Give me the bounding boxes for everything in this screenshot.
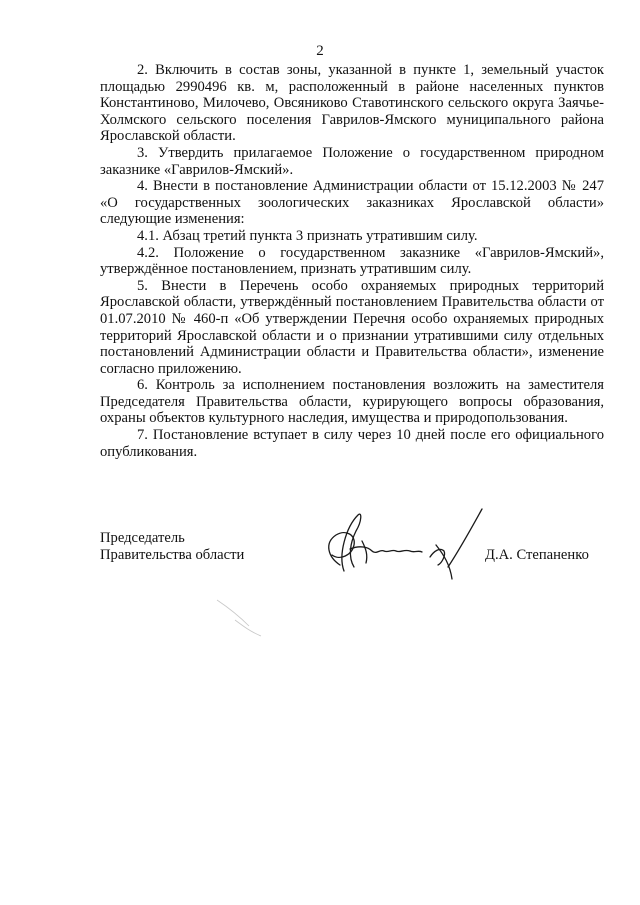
signatory-title-line-1: Председатель — [100, 530, 185, 546]
paragraph-5: 5. Внести в Перечень особо охраняемых природных территорий Ярославской области, утверждённый постановлением Правительства области от 01.07.2010 № 460-п «Об утверждении Перечня особо охраняемых природных территорий Ярославской области и о признании утратившими силу отдельных постановлений Администрации области и Правительства области», изменение согласно приложению. — [100, 277, 604, 377]
paragraph-4-1: 4.1. Абзац третий пункта 3 признать утратившим силу. — [137, 227, 478, 244]
faint-stamp-trace — [215, 590, 275, 640]
paragraph-4: 4. Внести в постановление Администрации области от 15.12.2003 № 247 «О государственных зоологических заказниках Ярославской области» следующие изменения: — [100, 178, 604, 228]
signature-block — [100, 530, 620, 610]
document-body — [100, 62, 604, 460]
signatory-name: Д.А. Степаненко — [485, 547, 589, 563]
paragraph-6: 6. Контроль за исполнением постановления возложить на заместителя Председателя Правительства области, курирующего вопросы образования, охраны объектов культурного наследия, имущества и природопользования. — [100, 377, 604, 427]
paragraph-7: 7. Постановление вступает в силу через 10 дней после его официального опубликования. — [100, 427, 604, 460]
handwritten-signature — [310, 505, 500, 585]
paragraph-2: 2. Включить в состав зоны, указанной в пункте 1, земельный участок площадью 2990496 кв. м, расположенный в районе населенных пунктов Константиново, Милочево, Овсяниково Ставотинского сельского округа Заячье-Холмского сельского поселения Гаврилов-Ямского муниципального района Ярославской области. — [100, 62, 604, 145]
paragraph-3: 3. Утвердить прилагаемое Положение о государственном природном заказнике «Гаврилов-Ямский». — [100, 144, 604, 178]
paragraph-4-2: 4.2. Положение о государственном заказнике «Гаврилов-Ямский», утверждённое постановлением, признать утратившим силу. — [100, 244, 604, 278]
page-number: 2 — [316, 43, 324, 59]
signatory-title-line-2: Правительства области — [100, 547, 245, 563]
